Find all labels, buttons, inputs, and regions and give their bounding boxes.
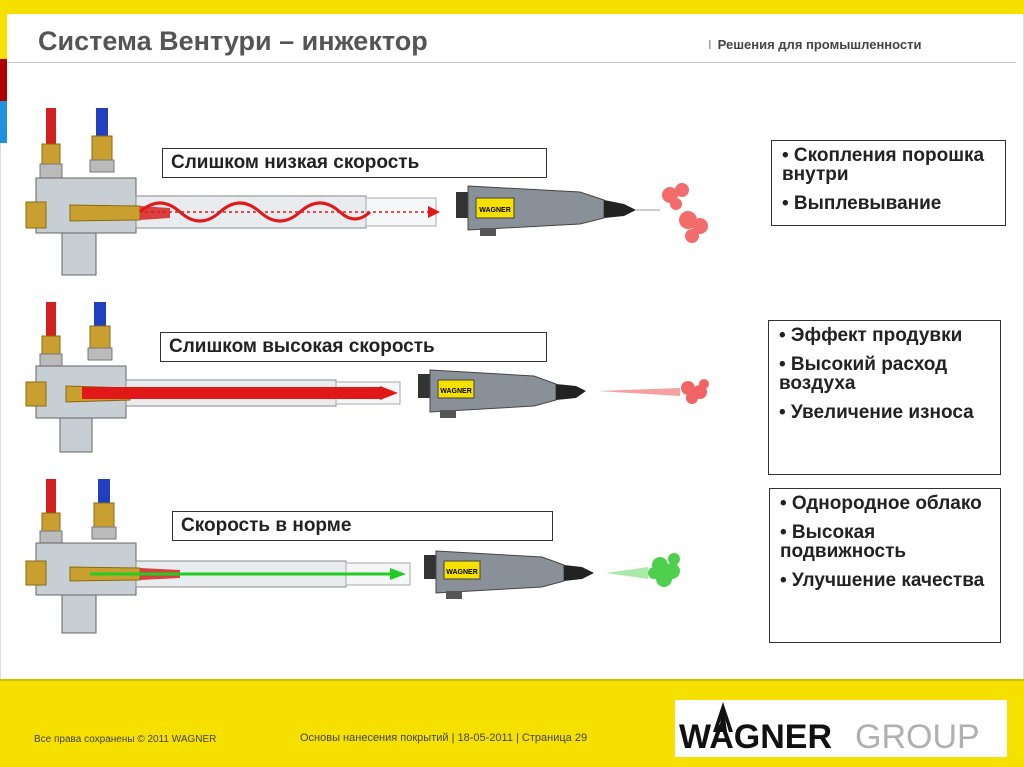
footer-copyright: Все права сохранены © 2011 WAGNER [34, 734, 217, 745]
wagner-logo-mark [675, 700, 1007, 757]
injector-illustration-high [20, 298, 740, 458]
powder-cloud-red [662, 183, 708, 243]
note-box-high [768, 320, 1001, 475]
gun-brand-label: WAGNER [440, 388, 472, 395]
powder-cloud-red [681, 379, 709, 404]
logo-word-wagner: WAGNER [679, 718, 832, 756]
note-bullet: • Однородное облако [780, 493, 982, 514]
header-divider [8, 62, 1016, 63]
air-pipe-blue [94, 302, 106, 328]
note-box-low [771, 140, 1006, 226]
gun-brand-label: WAGNER [446, 569, 478, 576]
wagner-group-logo [675, 700, 1007, 757]
air-pipe-red [46, 108, 56, 146]
air-pipe-red [46, 302, 56, 338]
note-bullet: • Увеличение износа [779, 402, 974, 423]
accent-red [0, 59, 7, 101]
air-pipe-red [46, 479, 56, 515]
footer-divider [0, 679, 1024, 681]
note-bullet: • Эффект продувки [779, 325, 963, 346]
gun-brand-label: WAGNER [479, 207, 511, 214]
air-pipe-blue [98, 479, 110, 505]
condition-label-high: Слишком высокая скорость [160, 332, 547, 362]
powder-cloud-green [648, 553, 680, 587]
logo-word-group: GROUP [855, 718, 980, 756]
note-bullet: • Улучшение качества [780, 570, 985, 591]
note-bullet: • Высокий расход воздуха [779, 354, 948, 394]
injector-illustration-normal [20, 475, 740, 640]
injector-illustration-low [20, 100, 740, 280]
air-pipe-blue [96, 108, 108, 138]
footer-course-info: Основы нанесения покрытий | 18-05-2011 | Страница 29 [300, 732, 588, 744]
page-subtitle [708, 37, 922, 52]
subtitle-separator: I [708, 37, 712, 52]
subtitle-text: Решения для промышленности [717, 37, 922, 52]
condition-label-normal: Скорость в норме [172, 511, 553, 541]
accent-yellow [0, 14, 7, 59]
accent-blue [0, 101, 7, 143]
note-bullet: • Высокая подвижность [780, 522, 907, 562]
note-box-normal [769, 488, 1001, 643]
top-yellow-bar [0, 0, 1024, 14]
page-title: Система Вентури – инжектор [38, 26, 428, 56]
note-bullet: • Выплевывание [782, 193, 942, 214]
note-bullet: • Скопления порошка внутри [782, 145, 985, 185]
condition-label-low: Слишком низкая скорость [162, 148, 547, 178]
